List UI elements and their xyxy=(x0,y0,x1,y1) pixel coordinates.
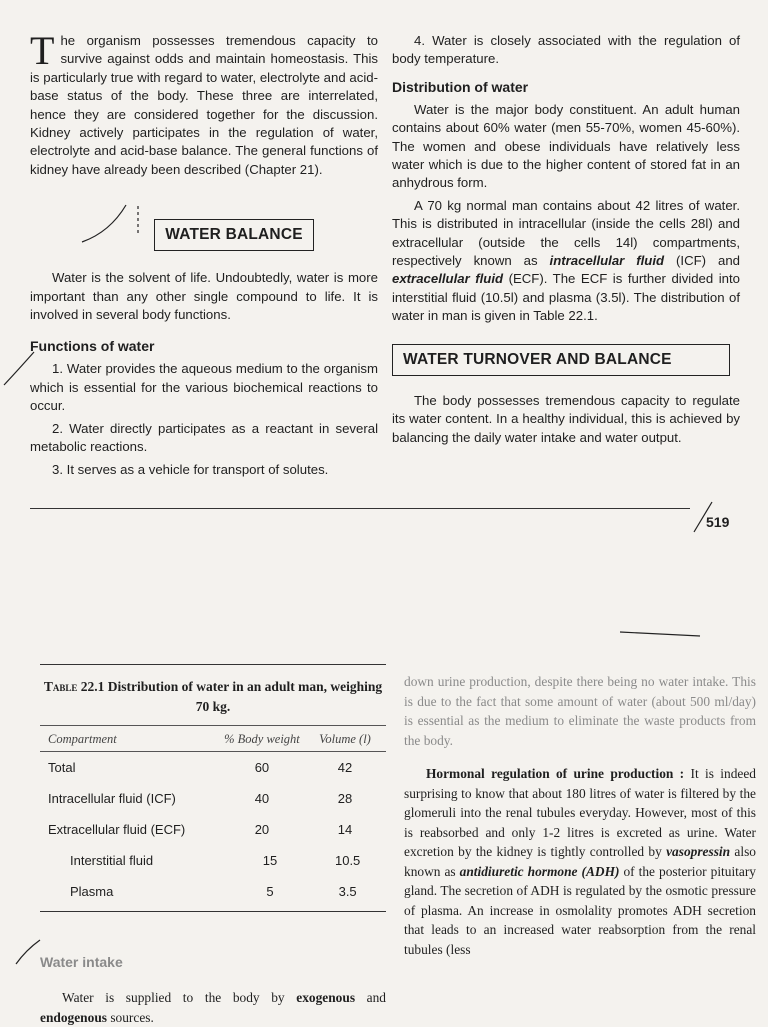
table-row xyxy=(40,876,386,907)
hormonal-text-a: It is indeed surprising to know that about 180 litres of water is filtered by the glomeruli into the renal tubules everyday. However, most of this is reabsorbed and only 1-2 litres is excreted as urine. Water excretion by the kidney is tightly controlled by xyxy=(404,766,756,859)
cell-volume: 10.5 xyxy=(334,853,361,868)
pen-intake-mark xyxy=(16,940,40,964)
water-intake-heading: Water intake xyxy=(40,954,123,970)
turnover-heading: WATER TURNOVER AND BALANCE xyxy=(392,344,730,376)
function-item-3: 3. It serves as a vehicle for transport of solutes. xyxy=(52,461,329,477)
header-compartment: Compartment xyxy=(48,732,117,746)
water-intake-paragraph xyxy=(40,988,386,1027)
table-top-rule xyxy=(40,664,386,665)
hormonal-regulation-paragraph xyxy=(404,764,756,959)
term-vasopressin: vasopressin xyxy=(666,844,731,859)
term-exogenous: exogenous xyxy=(296,990,356,1005)
functions-heading: Functions of water xyxy=(30,338,155,355)
term-endogenous: endogenous xyxy=(40,1009,107,1025)
cell-compartment: Extracellular fluid (ECF) xyxy=(48,822,186,837)
cell-body-weight: 15 xyxy=(262,853,278,868)
cell-compartment: Plasma xyxy=(70,884,114,899)
cell-compartment: Interstitial fluid xyxy=(70,853,154,868)
urine-production-paragraph: down urine production, despite there being no water intake. This is due to the fact that some amount of water (about 500 ml/day) is essential as the medium to eliminate the waste products from the body. xyxy=(404,674,756,748)
distribution-paragraph-1: Water is the major body constituent. An adult human contains about 60% water (men 55-70%, women 45-60%). The women and obese individuals have relatively less water which is due to the higher content of stored fat in an anhydrous form. xyxy=(392,101,740,191)
pen-tick-mark xyxy=(82,205,126,242)
distribution-table xyxy=(40,664,386,912)
table-row xyxy=(40,752,386,783)
cell-volume: 42 xyxy=(337,760,353,775)
page-number: 519 xyxy=(706,514,730,530)
dist-text-a: A 70 kg normal man contains about 42 litres of water. This is distributed in intracellular (inside the cells 28l) and extracellular (outside the cells 14l) compartments, respectively known as xyxy=(392,197,740,269)
cell-compartment: Total xyxy=(48,760,76,775)
cell-body-weight: 40 xyxy=(254,791,270,806)
term-icf: intracellular fluid xyxy=(549,253,665,269)
table-title xyxy=(40,677,386,717)
table-caption: 22.1 Distribution of water in an adult man, weighing 70 kg. xyxy=(80,679,383,714)
intake-text-c: sources. xyxy=(106,1009,154,1025)
table-label: Table xyxy=(43,679,78,694)
term-ecf: extracellular fluid xyxy=(392,271,504,287)
header-body-weight: % Body weight xyxy=(224,732,300,746)
hormonal-text-c: of the posterior pituitary gland. The secretion of ADH is regulated by the osmotic pressure of plasma. An increase in osmolality promotes ADH secretion that leads to an increased water reabsorption from the renal tubules (less xyxy=(404,863,756,957)
cell-compartment: Intracellular fluid (ICF) xyxy=(48,791,176,806)
intro-text: he organism possesses tremendous capacity to survive against odds and maintain homeostasis. This is particularly true with regard to water, electrolyte and acid-base status of the body. These three are interrelated, hence they are considered together for the discussion. Kidney actively participates in the regulation of water, electrolyte and acid-base balance. The general functions of kidney have already been described (Chapter 21). xyxy=(30,33,378,177)
cell-volume: 28 xyxy=(337,791,353,806)
bottom-right-column xyxy=(404,672,756,959)
cell-body-weight: 5 xyxy=(266,884,274,899)
table-row xyxy=(40,814,386,845)
function-item-1: 1. Water provides the aqueous medium to the organism which is essential for the various biochemical reactions to occur. xyxy=(30,361,378,414)
cell-body-weight: 60 xyxy=(254,760,270,775)
drop-cap: T xyxy=(30,28,55,73)
water-balance-paragraph: Water is the solvent of life. Undoubtedly, water is more important than any other single compound to life. It is involved in several body functions. xyxy=(30,270,378,323)
dist-text-c: (ECF). The ECF is further divided into interstitial fluid (10.5l) and plasma (3.5l). The distribution of water in man is given in Table 22.1. xyxy=(392,271,741,324)
header-volume: Volume (l) xyxy=(319,732,371,746)
distribution-heading: Distribution of water xyxy=(392,78,529,95)
intake-text-a: Water is supplied to the body by xyxy=(62,990,297,1005)
cell-volume: 3.5 xyxy=(338,884,357,899)
table-header-row xyxy=(40,725,386,752)
table-row xyxy=(40,783,386,814)
cell-body-weight: 20 xyxy=(254,822,270,837)
pen-margin-mark xyxy=(4,352,34,385)
turnover-paragraph: The body possesses tremendous capacity to regulate its water content. In a healthy individual, this is achieved by balancing the daily water intake and water output. xyxy=(392,392,740,445)
intake-text-b: and xyxy=(355,990,386,1005)
term-adh: antidiuretic hormone (ADH) xyxy=(459,863,620,879)
water-intake-section xyxy=(40,954,386,1027)
cell-volume: 14 xyxy=(337,822,353,837)
table-bottom-rule xyxy=(40,911,386,912)
function-item-4: 4. Water is closely associated with the regulation of body temperature. xyxy=(392,33,740,67)
pen-page-mark xyxy=(694,502,712,532)
table-row xyxy=(40,845,386,876)
pen-stray-mark xyxy=(620,632,700,636)
hormonal-heading: Hormonal regulation of urine production : xyxy=(426,766,685,781)
table-body xyxy=(40,752,386,907)
water-balance-heading: WATER BALANCE xyxy=(154,219,314,251)
dist-text-b: (ICF) and xyxy=(664,253,741,269)
hormonal-text-b: also known as xyxy=(404,844,756,879)
function-item-2: 2. Water directly participates as a reactant in several metabolic reactions. xyxy=(30,420,378,455)
